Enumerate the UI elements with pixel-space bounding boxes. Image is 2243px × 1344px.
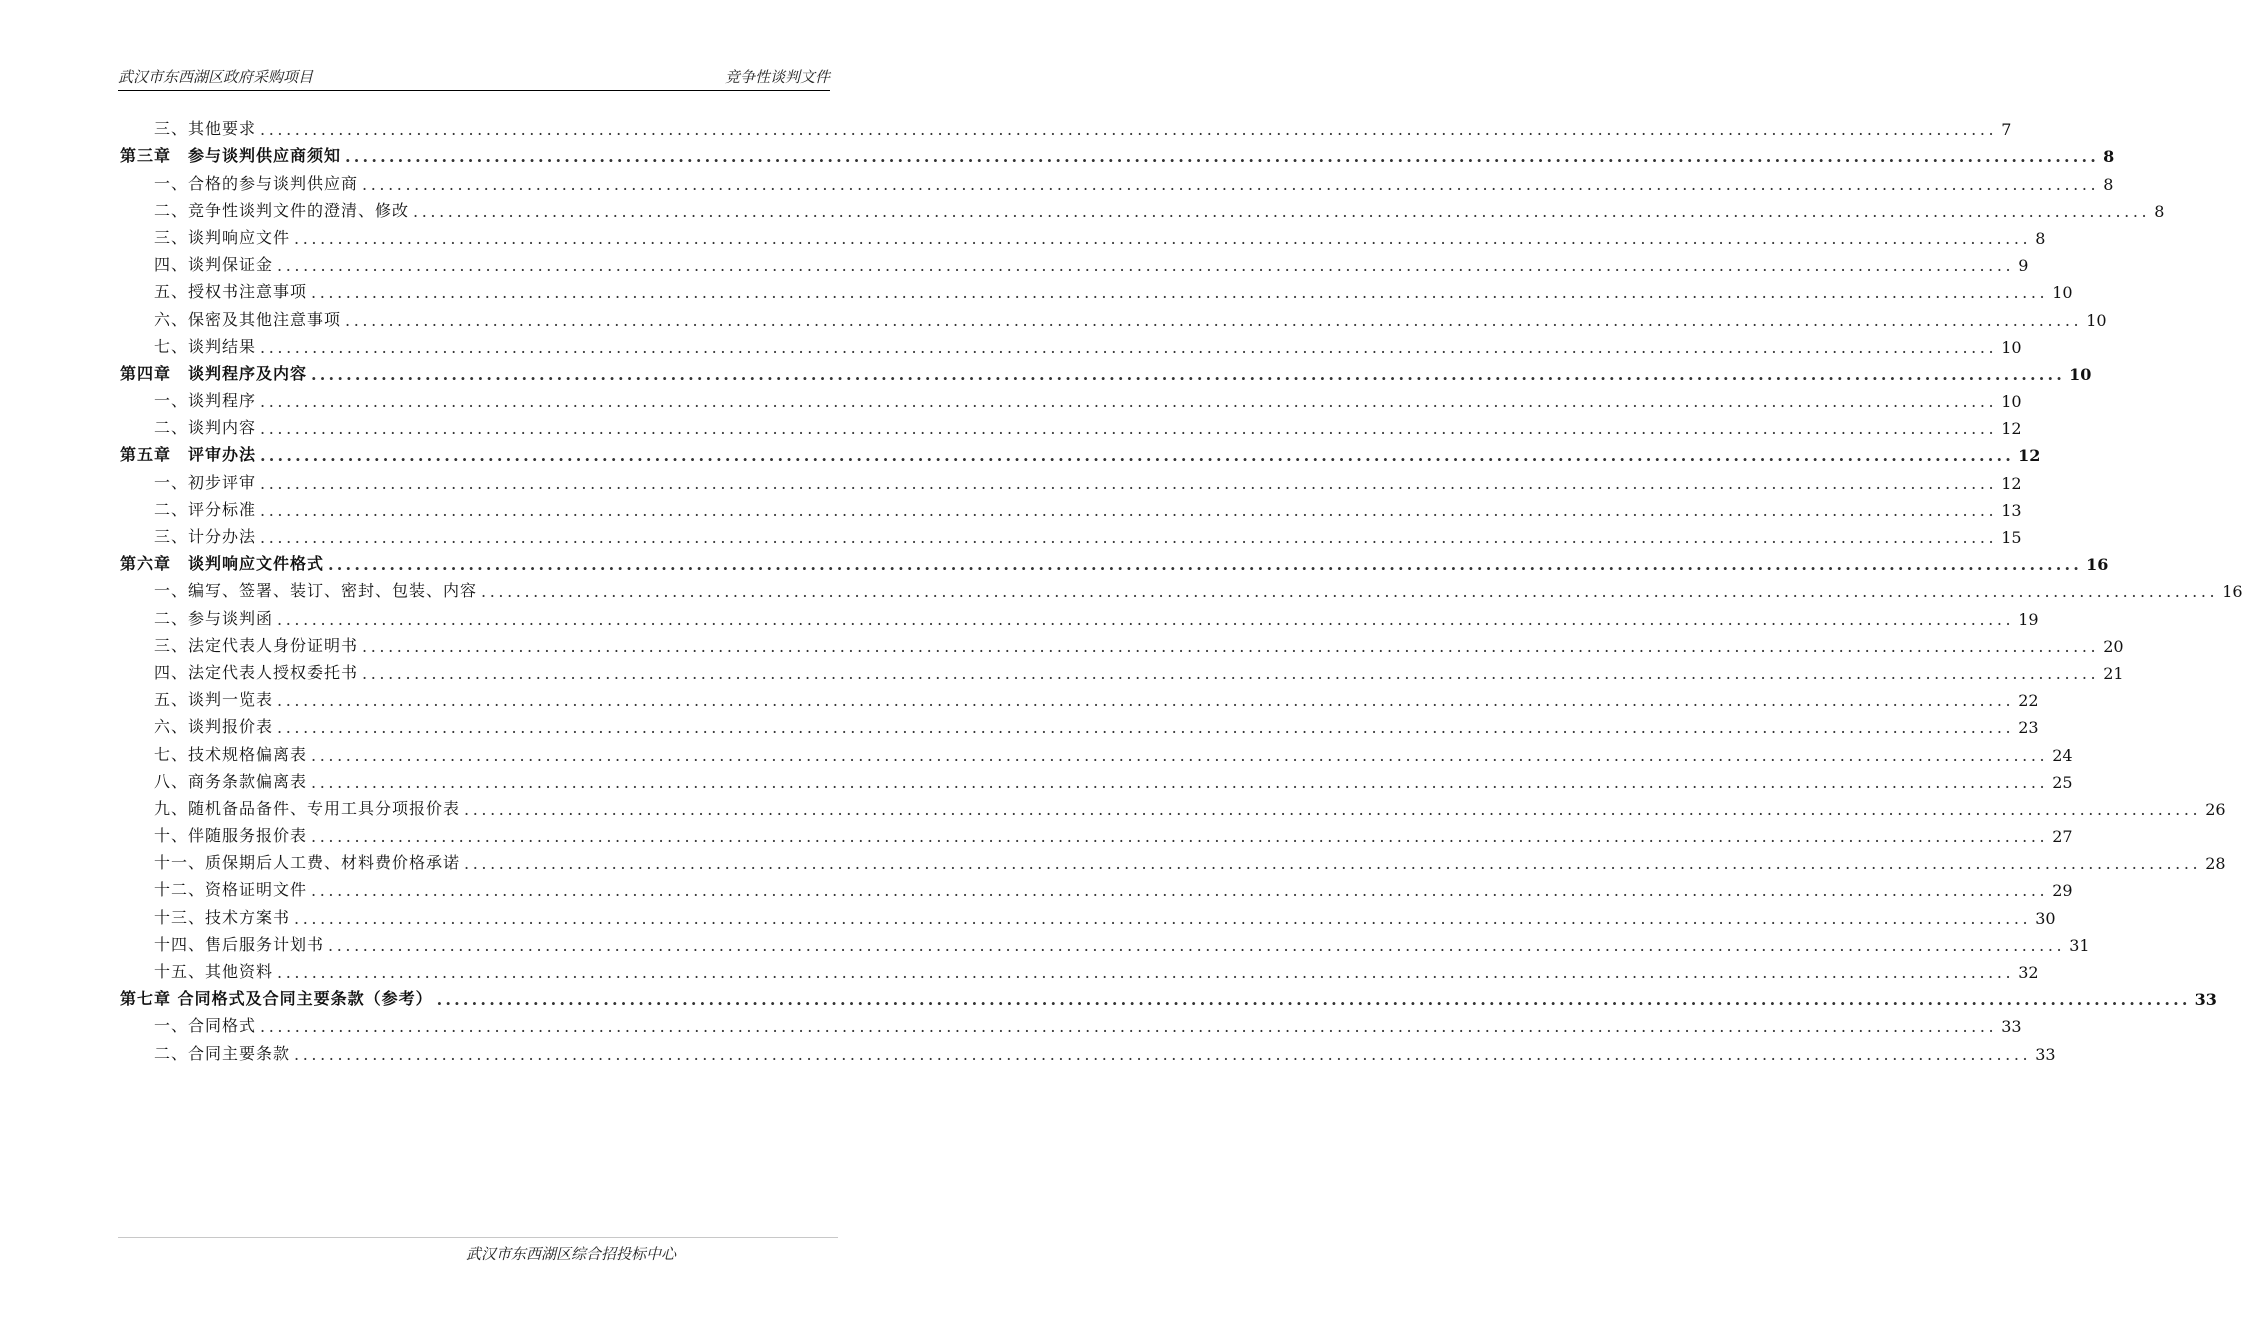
toc-entry-title: 一、合同格式 bbox=[154, 1016, 257, 1036]
toc-entry-title: 四、法定代表人授权委托书 bbox=[154, 662, 359, 682]
toc-entry-title: 十三、技术方案书 bbox=[154, 907, 291, 927]
toc-dot-leader: ........................................................................................................................................................................................................ bbox=[311, 283, 2049, 303]
toc-section-entry[interactable] bbox=[120, 574, 2243, 602]
toc-section-entry[interactable] bbox=[120, 629, 2124, 656]
toc-entry-page-number: 9 bbox=[2018, 256, 2029, 276]
toc-dot-leader: ........................................................................................................................................................................................................ bbox=[311, 881, 2049, 901]
toc-dot-leader: ........................................................................................................................................................................................................ bbox=[260, 500, 1998, 520]
toc-dot-leader: ........................................................................................................................................................................................................ bbox=[481, 582, 2219, 602]
toc-section-entry[interactable] bbox=[120, 112, 2012, 140]
toc-section-entry[interactable] bbox=[120, 166, 2114, 194]
toc-entry-title: 第七章 合同格式及合同主要条款（参考） bbox=[120, 989, 433, 1009]
toc-entry-title: 十四、售后服务计划书 bbox=[154, 934, 325, 954]
toc-section-entry[interactable] bbox=[120, 330, 2022, 357]
toc-entry-page-number: 10 bbox=[2086, 310, 2107, 330]
toc-section-entry[interactable] bbox=[120, 683, 2039, 711]
toc-entry-page-number: 8 bbox=[2103, 174, 2114, 194]
toc-entry-title: 二、参与谈判函 bbox=[154, 608, 274, 628]
toc-entry-title: 六、谈判报价表 bbox=[154, 717, 274, 737]
toc-dot-leader: ........................................................................................................................................................................................................ bbox=[413, 201, 2151, 221]
toc-entry-page-number: 23 bbox=[2018, 718, 2039, 738]
toc-entry-page-number: 28 bbox=[2205, 854, 2226, 874]
toc-dot-leader: ........................................................................................................................................................................................................ bbox=[277, 609, 2015, 629]
toc-dot-leader: ........................................................................................................................................................................................................ bbox=[311, 364, 2066, 384]
toc-entry-title: 十二、资格证明文件 bbox=[154, 880, 308, 900]
toc-entry-title: 五、谈判一览表 bbox=[154, 690, 274, 710]
toc-entry-title: 三、计分办法 bbox=[154, 527, 257, 546]
toc-section-entry[interactable] bbox=[120, 955, 2039, 982]
toc-dot-leader: ........................................................................................................................................................................................................ bbox=[328, 935, 2066, 955]
toc-section-entry[interactable] bbox=[120, 710, 2039, 738]
toc-entry-page-number: 33 bbox=[2194, 990, 2217, 1010]
toc-entry-title: 三、其他要求 bbox=[154, 119, 257, 139]
toc-dot-leader: ........................................................................................................................................................................................................ bbox=[260, 392, 1998, 412]
toc-entry-title: 七、谈判结果 bbox=[154, 336, 257, 356]
header-project-name: 武汉市东西湖区政府采购项目 bbox=[118, 68, 314, 86]
toc-dot-leader: ........................................................................................................................................................................................................ bbox=[345, 310, 2083, 330]
toc-dot-leader: ........................................................................................................................................................................................................ bbox=[260, 1017, 1998, 1037]
toc-entry-title: 六、保密及其他注意事项 bbox=[154, 309, 342, 329]
toc-entry-title: 第六章 谈判响应文件格式 bbox=[120, 554, 325, 574]
toc-entry-page-number: 21 bbox=[2103, 663, 2124, 683]
toc-entry-page-number: 7 bbox=[2001, 120, 2012, 140]
toc-dot-leader: ........................................................................................................................................................................................................ bbox=[362, 663, 2100, 683]
toc-dot-leader: ........................................................................................................................................................................................................ bbox=[260, 419, 1998, 439]
toc-section-entry[interactable] bbox=[120, 928, 2090, 955]
toc-entry-page-number: 8 bbox=[2154, 201, 2165, 221]
toc-entry-page-number: 19 bbox=[2018, 609, 2039, 629]
toc-dot-leader: ........................................................................................................................................................................................................ bbox=[345, 147, 2100, 167]
toc-section-entry[interactable] bbox=[120, 221, 2046, 248]
toc-entry-title: 一、谈判程序 bbox=[154, 391, 257, 411]
toc-entry-page-number: 12 bbox=[2001, 473, 2022, 493]
toc-entry-page-number: 22 bbox=[2018, 691, 2039, 711]
toc-dot-leader: ........................................................................................................................................................................................................ bbox=[294, 228, 2032, 248]
toc-dot-leader: ........................................................................................................................................................................................................ bbox=[260, 120, 1998, 140]
toc-entry-page-number: 32 bbox=[2018, 963, 2039, 982]
toc-entry-title: 八、商务条款偏离表 bbox=[154, 771, 308, 791]
toc-dot-leader: ........................................................................................................................................................................................................ bbox=[311, 772, 2049, 792]
toc-chapter-entry[interactable] bbox=[120, 139, 2115, 167]
toc-entry-page-number: 10 bbox=[2052, 283, 2073, 303]
toc-entry-title: 五、授权书注意事项 bbox=[154, 282, 308, 302]
toc-section-entry[interactable] bbox=[120, 302, 2107, 330]
toc-section-entry[interactable] bbox=[120, 1036, 2056, 1064]
toc-entry-title: 一、合格的参与谈判供应商 bbox=[154, 173, 359, 193]
toc-entry-title: 第四章 谈判程序及内容 bbox=[120, 363, 308, 383]
toc-entry-title: 二、评分标准 bbox=[154, 499, 257, 519]
toc-dot-leader: ........................................................................................................................................................................................................ bbox=[362, 174, 2100, 194]
toc-section-entry[interactable] bbox=[120, 248, 2029, 276]
toc-entry-title: 四、谈判保证金 bbox=[154, 255, 274, 275]
toc-entry-title: 二、合同主要条款 bbox=[154, 1043, 291, 1063]
toc-chapter-entry[interactable] bbox=[120, 982, 2217, 1010]
toc-entry-page-number: 10 bbox=[2001, 392, 2022, 412]
toc-entry-page-number: 31 bbox=[2069, 935, 2090, 955]
toc-entry-title: 二、竞争性谈判文件的澄清、修改 bbox=[154, 200, 410, 220]
toc-dot-leader: ........................................................................................................................................................................................................ bbox=[328, 555, 2083, 575]
toc-section-entry[interactable] bbox=[120, 656, 2124, 683]
toc-section-entry[interactable] bbox=[120, 465, 2022, 493]
toc-entry-page-number: 24 bbox=[2052, 745, 2073, 765]
toc-entry-page-number: 10 bbox=[2001, 337, 2022, 357]
toc-entry-page-number: 27 bbox=[2052, 827, 2073, 847]
toc-section-entry[interactable] bbox=[120, 1009, 2022, 1037]
toc-entry-title: 第三章 参与谈判供应商须知 bbox=[120, 146, 342, 166]
toc-section-entry[interactable] bbox=[120, 194, 2165, 221]
toc-entry-title: 三、谈判响应文件 bbox=[154, 227, 291, 247]
toc-dot-leader: ........................................................................................................................................................................................................ bbox=[311, 745, 2049, 765]
toc-entry-title: 七、技术规格偏离表 bbox=[154, 744, 308, 764]
toc-entry-page-number: 26 bbox=[2205, 799, 2226, 819]
toc-dot-leader: ........................................................................................................................................................................................................ bbox=[294, 908, 2032, 928]
toc-section-entry[interactable] bbox=[120, 275, 2073, 303]
toc-entry-page-number: 30 bbox=[2035, 908, 2056, 928]
toc-entry-title: 一、初步评审 bbox=[154, 472, 257, 492]
toc-entry-page-number: 15 bbox=[2001, 528, 2022, 547]
toc-dot-leader: ........................................................................................................................................................................................................ bbox=[260, 446, 2015, 466]
toc-section-entry[interactable] bbox=[120, 411, 2022, 439]
toc-dot-leader: ........................................................................................................................................................................................................ bbox=[294, 1044, 2032, 1064]
toc-section-entry[interactable] bbox=[120, 520, 2022, 547]
toc-entry-page-number: 8 bbox=[2103, 147, 2115, 167]
toc-entry-title: 第五章 评审办法 bbox=[120, 445, 257, 465]
toc-entry-page-number: 10 bbox=[2069, 364, 2092, 384]
toc-dot-leader: ........................................................................................................................................................................................................ bbox=[464, 854, 2202, 874]
table-of-contents bbox=[120, 112, 2243, 1064]
toc-dot-leader: ........................................................................................................................................................................................................ bbox=[260, 337, 1998, 357]
toc-entry-page-number: 12 bbox=[2018, 446, 2041, 466]
footer-divider bbox=[118, 1237, 838, 1238]
toc-dot-leader: ........................................................................................................................................................................................................ bbox=[277, 691, 2015, 711]
footer-organization: 武汉市东西湖区综合招投标中心 bbox=[466, 1245, 677, 1263]
toc-section-entry[interactable] bbox=[120, 873, 2073, 901]
page-header bbox=[118, 64, 830, 91]
toc-entry-title: 三、法定代表人身份证明书 bbox=[154, 635, 359, 655]
toc-entry-title: 一、编写、签署、装订、密封、包装、内容 bbox=[154, 581, 478, 601]
toc-section-entry[interactable] bbox=[120, 765, 2073, 792]
toc-entry-page-number: 12 bbox=[2001, 419, 2022, 439]
toc-section-entry[interactable] bbox=[120, 900, 2056, 928]
toc-section-entry[interactable] bbox=[120, 792, 2226, 819]
toc-entry-page-number: 20 bbox=[2103, 636, 2124, 656]
toc-dot-leader: ........................................................................................................................................................................................................ bbox=[277, 256, 2015, 276]
toc-entry-page-number: 16 bbox=[2222, 582, 2243, 602]
toc-section-entry[interactable] bbox=[120, 846, 2226, 874]
toc-entry-page-number: 33 bbox=[2035, 1044, 2056, 1064]
toc-dot-leader: ........................................................................................................................................................................................................ bbox=[260, 473, 1998, 493]
toc-entry-title: 十一、质保期后人工费、材料费价格承诺 bbox=[154, 853, 461, 873]
toc-dot-leader: ........................................................................................................................................................................................................ bbox=[311, 827, 2049, 847]
toc-dot-leader: ........................................................................................................................................................................................................ bbox=[464, 799, 2202, 819]
toc-entry-page-number: 8 bbox=[2035, 228, 2046, 248]
toc-dot-leader: ........................................................................................................................................................................................................ bbox=[362, 636, 2100, 656]
toc-dot-leader: ........................................................................................................................................................................................................ bbox=[260, 528, 1998, 547]
toc-chapter-entry[interactable] bbox=[120, 438, 2041, 466]
toc-entry-title: 二、谈判内容 bbox=[154, 418, 257, 438]
toc-dot-leader: ........................................................................................................................................................................................................ bbox=[436, 990, 2191, 1010]
toc-chapter-entry[interactable] bbox=[120, 357, 2092, 384]
toc-entry-page-number: 13 bbox=[2001, 500, 2022, 520]
toc-dot-leader: ........................................................................................................................................................................................................ bbox=[277, 718, 2015, 738]
toc-dot-leader: ........................................................................................................................................................................................................ bbox=[277, 963, 2015, 982]
toc-entry-page-number: 16 bbox=[2086, 555, 2109, 575]
toc-entry-title: 十五、其他资料 bbox=[154, 962, 274, 981]
toc-entry-page-number: 29 bbox=[2052, 881, 2073, 901]
toc-section-entry[interactable] bbox=[120, 493, 2022, 520]
toc-section-entry[interactable] bbox=[120, 819, 2073, 847]
toc-entry-title: 九、随机备品备件、专用工具分项报价表 bbox=[154, 798, 461, 818]
toc-section-entry[interactable] bbox=[120, 737, 2073, 765]
toc-entry-page-number: 33 bbox=[2001, 1017, 2022, 1037]
toc-section-entry[interactable] bbox=[120, 384, 2022, 412]
header-document-type: 竞争性谈判文件 bbox=[724, 68, 830, 86]
toc-entry-page-number: 25 bbox=[2052, 772, 2073, 792]
toc-chapter-entry[interactable] bbox=[120, 547, 2109, 575]
toc-entry-title: 十、伴随服务报价表 bbox=[154, 826, 308, 846]
toc-section-entry[interactable] bbox=[120, 601, 2039, 629]
